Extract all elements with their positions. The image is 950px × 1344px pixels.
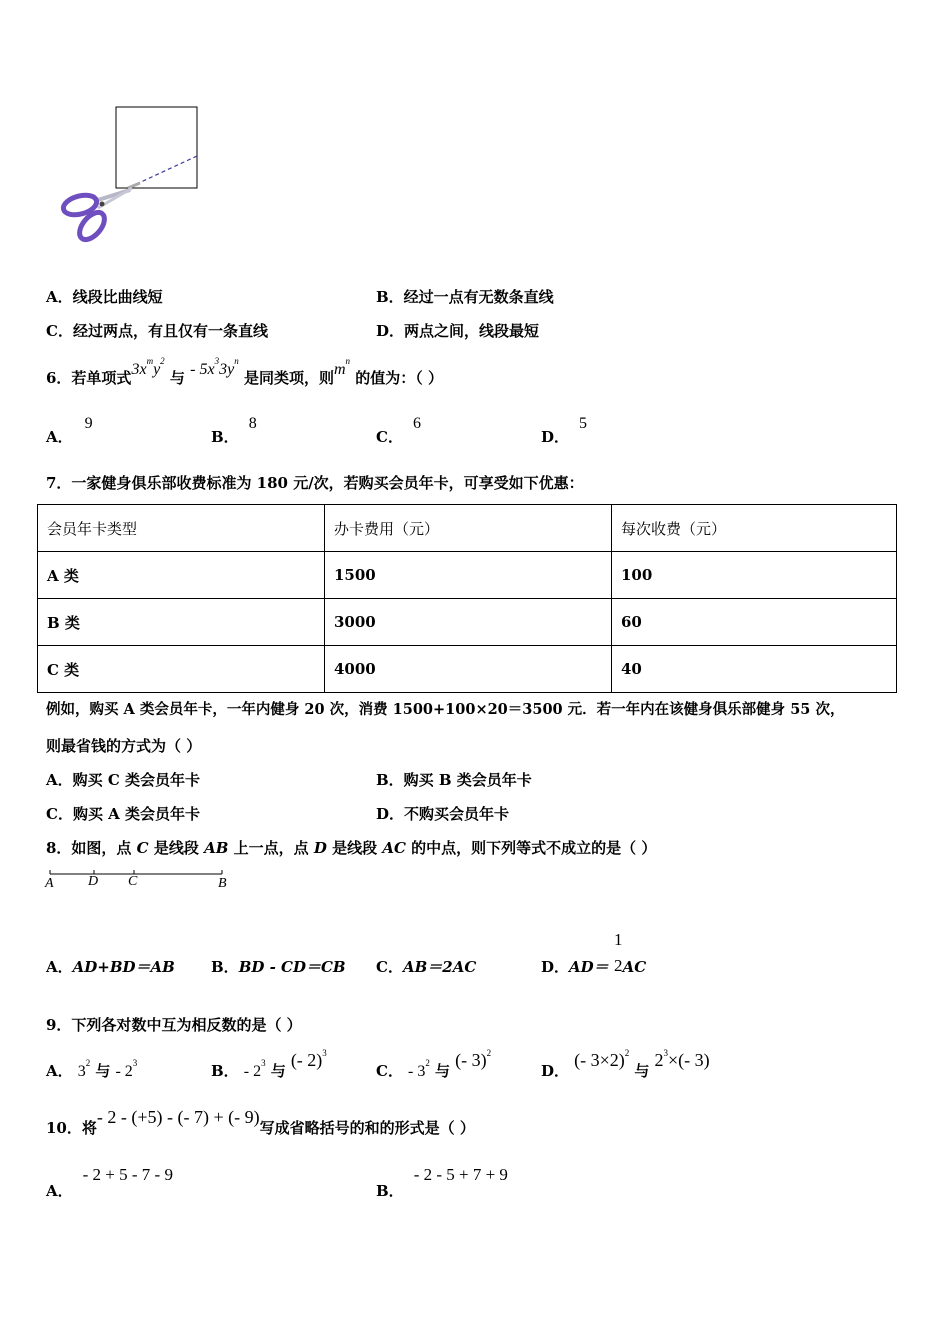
q5-option-a[interactable]: A．线段比曲线短 [46, 288, 163, 306]
point-label-a: A [45, 876, 54, 891]
q9-option-b[interactable]: B． - $2^3$ 与 (- 2)$^3$ [211, 1048, 327, 1080]
q5-option-c[interactable]: C．经过两点，有且仅有一条直线 [46, 322, 268, 340]
q7-option-c[interactable]: C．购买 A 类会员年卡 [46, 805, 201, 823]
q6-term1: $3x^my^2$ [131, 356, 165, 378]
point-label-c: C [128, 874, 138, 889]
fraction-numerator: 1 [614, 930, 623, 949]
q6-stem: 6．若单项式$3x^my^2$ 与 - $5x^33y^n$ 是同类项，则$m^n$ 的值为：（ ） [46, 356, 443, 387]
q8-stem: 8．如图，点 C 是线段 AB 上一点，点 D 是线段 AC 的中点，则下列等式不成立的是（ ） [46, 839, 657, 857]
table-cell: A 类 [38, 552, 325, 599]
q7-question: 则最省钱的方式为（ ） [46, 737, 202, 755]
point-label-b: B [218, 876, 227, 891]
table-cell: 1500 [325, 552, 612, 599]
scissors-cutting-figure [58, 104, 203, 246]
q10-stem: 10．将- 2 - (+5) - (- 7) + (- 9)写成省略括号的和的形式是（ ） [46, 1107, 475, 1137]
q5-option-b[interactable]: B．经过一点有无数条直线 [376, 288, 554, 306]
q8-option-b[interactable]: B．BD - CD＝CB [211, 958, 346, 976]
q5-option-d[interactable]: D．两点之间，线段最短 [376, 322, 540, 340]
point-label-d: D [88, 874, 99, 889]
table-header-row [38, 505, 897, 552]
table-cell: 60 [612, 599, 897, 646]
q6-option-a[interactable]: A．9 [46, 415, 93, 446]
q9-option-c[interactable]: C． - $3^2$ 与 (- 3)$^2$ [376, 1048, 492, 1080]
table-cell: 40 [612, 646, 897, 693]
q9-stem: 9．下列各对数中互为相反数的是（ ） [46, 1016, 302, 1034]
q9-option-d[interactable]: D． (- 3×2)$^2$ 与 $2^3\times(-$ 3) [541, 1048, 710, 1080]
q6-mn: $m^n$ [333, 356, 351, 378]
q8-option-d[interactable]: D．AD＝ AC [541, 958, 647, 976]
table-row [38, 552, 897, 599]
q6-option-d[interactable]: D．5 [541, 415, 588, 446]
q10-option-b[interactable]: B．- 2 - 5 + 7 + 9 [376, 1165, 508, 1200]
table-row [38, 646, 897, 693]
table-cell: 100 [612, 552, 897, 599]
q6-option-c[interactable]: C．6 [376, 415, 421, 446]
table-header-cell: 办卡费用（元） [325, 505, 612, 552]
table-header-cell: 每次收费（元） [612, 505, 897, 552]
q7-stem: 7．一家健身俱乐部收费标准为 180 元/次，若购买会员年卡，可享受如下优惠： [46, 474, 584, 492]
q7-example: 例如，购买 A 类会员年卡，一年内健身 20 次，消费 1500+100×20＝3500 元．若一年内在该健身俱乐部健身 55 次， [46, 701, 845, 718]
table-row [38, 599, 897, 646]
q8-option-c[interactable]: C．AB＝2AC [376, 958, 477, 976]
fee-table [37, 504, 897, 693]
q9-option-a[interactable]: A． $3^2$ 与 - $2^3$ [46, 1058, 138, 1080]
q7-option-b[interactable]: B．购买 B 类会员年卡 [376, 771, 532, 789]
q6-term2: - $5x^33y^n$ [190, 356, 239, 378]
table-cell: 3000 [325, 599, 612, 646]
q7-option-a[interactable]: A．购买 C 类会员年卡 [46, 771, 201, 789]
table-cell: 4000 [325, 646, 612, 693]
q6-option-b[interactable]: B．8 [211, 415, 257, 446]
q10-option-a[interactable]: A．- 2 + 5 - 7 - 9 [46, 1165, 173, 1200]
table-cell: C 类 [38, 646, 325, 693]
table-header-cell: 会员年卡类型 [38, 505, 325, 552]
segment-figure [44, 866, 234, 896]
q7-option-d[interactable]: D．不购买会员年卡 [376, 805, 510, 823]
q8-option-a[interactable]: A．AD+BD＝AB [46, 958, 175, 976]
table-cell: B 类 [38, 599, 325, 646]
fraction-denominator: 2 [614, 956, 623, 975]
q10-expression: - 2 - (+5) - (- 7) + (- 9) [96, 1107, 260, 1127]
